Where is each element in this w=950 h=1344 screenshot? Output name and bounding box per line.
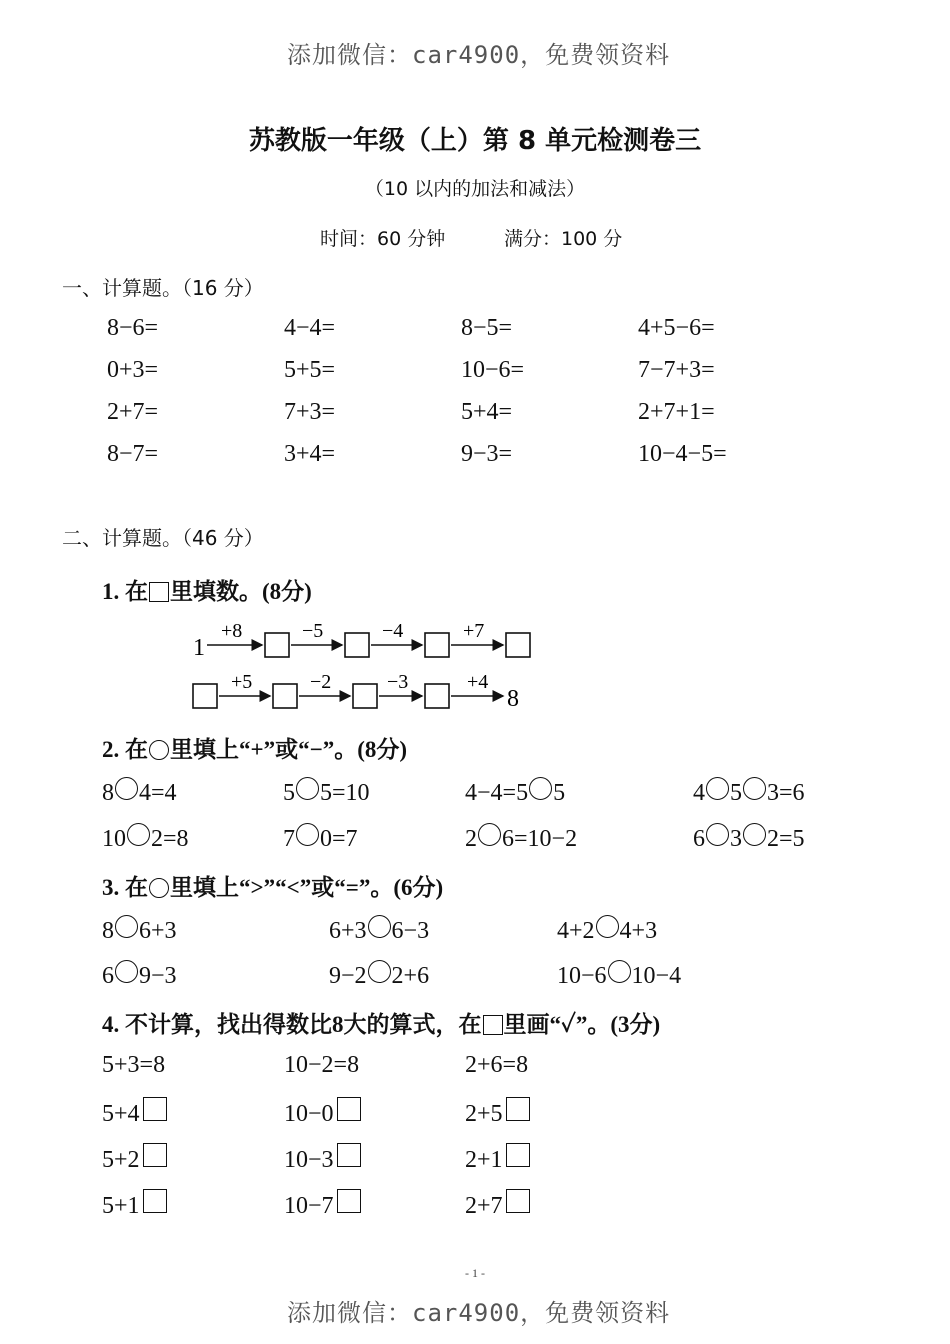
problem: 2+7+1=	[638, 399, 715, 425]
section1-heading: 一、计算题。（16 分）	[62, 276, 264, 300]
term: 5+4	[102, 1101, 140, 1127]
q4-item	[284, 1097, 361, 1128]
term: 5	[730, 780, 742, 806]
check-box[interactable]	[143, 1097, 167, 1121]
chain2-op: −2	[310, 671, 332, 693]
term: 6	[102, 963, 114, 989]
q1-heading-b: 里填数。(8分)	[170, 579, 312, 604]
term: 2	[465, 826, 477, 852]
answer-circle[interactable]	[743, 777, 766, 800]
problem: 4−4=	[284, 315, 336, 341]
answer-box[interactable]	[273, 684, 297, 708]
q2-item	[102, 823, 189, 853]
chain2-op: +5	[231, 671, 253, 693]
q1-heading	[102, 573, 312, 606]
chain1-op: +7	[463, 620, 485, 642]
q2-item	[283, 823, 358, 853]
q2-item	[102, 777, 177, 807]
problem: 9−3=	[461, 441, 513, 467]
q4-example: 2+6=8	[465, 1052, 529, 1078]
term: 10	[102, 826, 126, 852]
check-box[interactable]	[337, 1097, 361, 1121]
term: 8	[102, 918, 114, 944]
watermark-top: 添加微信：car4900，免费领资料	[287, 41, 671, 69]
term: 10−3	[284, 1147, 334, 1173]
q3-heading-a: 3. 在	[102, 875, 148, 900]
term: 5+2	[102, 1147, 140, 1173]
watermark-bottom: 添加微信：car4900，免费领资料	[287, 1299, 671, 1327]
chain1-op: +8	[221, 620, 243, 642]
q4-heading-b: 里画“✓”。(3分)	[503, 1012, 661, 1037]
q3-item	[557, 915, 657, 945]
subtitle: （10 以内的加法和减法）	[364, 178, 586, 200]
answer-circle[interactable]	[743, 823, 766, 846]
term: 10−7	[284, 1193, 334, 1219]
q3-item	[102, 915, 177, 945]
circle-symbol	[149, 878, 169, 898]
term: 6+3	[139, 918, 177, 944]
term: 7	[283, 826, 295, 852]
term: 4+3	[619, 918, 658, 944]
answer-circle[interactable]	[115, 960, 138, 983]
term: 4+2	[557, 918, 595, 944]
problem: 5+4=	[461, 399, 513, 425]
q3-heading-b: 里填上“>”“<”或“=”。(6分)	[170, 875, 444, 900]
chain2-end: 8	[507, 686, 519, 712]
q4-example: 10−2=8	[284, 1052, 360, 1078]
q2-item	[465, 823, 577, 853]
answer-circle[interactable]	[478, 823, 501, 846]
q3-item	[329, 915, 429, 945]
term: 3	[730, 826, 742, 852]
number-chain-diagram	[185, 615, 545, 715]
problem: 4+5−6=	[638, 315, 715, 341]
check-box[interactable]	[143, 1189, 167, 1213]
answer-circle[interactable]	[115, 777, 138, 800]
q3-item	[102, 960, 177, 990]
chain1-op: −4	[382, 620, 404, 642]
answer-circle[interactable]	[296, 823, 319, 846]
answer-circle[interactable]	[706, 823, 729, 846]
term: 2+1	[465, 1147, 503, 1173]
answer-circle[interactable]	[296, 777, 319, 800]
chain1-start: 1	[193, 635, 205, 661]
problem: 7−7+3=	[638, 357, 715, 383]
term: 4	[693, 780, 705, 806]
page-title: 苏教版一年级（上）第 8 单元检测卷三	[248, 126, 702, 156]
answer-box[interactable]	[265, 633, 289, 657]
q4-heading	[102, 1006, 660, 1039]
section1-problem-grid	[107, 315, 815, 468]
page-number: - 1 -	[465, 1266, 485, 1280]
term: 8	[102, 780, 114, 806]
answer-circle[interactable]	[368, 960, 391, 983]
q4-item	[102, 1189, 167, 1220]
answer-box[interactable]	[193, 684, 217, 708]
q2-item	[465, 777, 565, 807]
q3-heading	[102, 869, 443, 902]
answer-circle[interactable]	[706, 777, 729, 800]
check-box[interactable]	[143, 1143, 167, 1167]
problem: 8−7=	[107, 441, 159, 467]
answer-circle[interactable]	[608, 960, 631, 983]
q4-example: 5+3=8	[102, 1052, 166, 1078]
term: 6+3	[329, 918, 367, 944]
q1-heading-a: 1. 在	[102, 579, 148, 604]
q2-heading-b: 里填上“+”或“−”。(8分)	[170, 737, 408, 762]
term: 4=4	[139, 780, 177, 806]
q4-item	[102, 1143, 167, 1174]
term: 10−4	[631, 963, 682, 989]
problem: 0+3=	[107, 357, 159, 383]
term: 6−3	[391, 918, 430, 944]
term: 5	[553, 780, 566, 806]
term: 9−2	[329, 963, 367, 989]
check-box[interactable]	[337, 1143, 361, 1167]
box-symbol	[149, 582, 169, 602]
answer-circle[interactable]	[115, 915, 138, 938]
q4-heading-a: 4. 不计算，找出得数比8大的算式，在	[102, 1012, 482, 1037]
q2-item	[283, 777, 370, 807]
term: 2+7	[465, 1193, 503, 1219]
q4-item	[102, 1097, 167, 1128]
circle-symbol	[149, 740, 169, 760]
problem: 10−4−5=	[638, 441, 727, 467]
term: 10−0	[284, 1101, 334, 1127]
problem: 3+4=	[284, 441, 336, 467]
answer-circle[interactable]	[368, 915, 391, 938]
q4-item	[465, 1189, 530, 1220]
chain2-op: +4	[467, 671, 489, 693]
term: 6=10−2	[502, 826, 578, 852]
problem: 8−5=	[461, 315, 513, 341]
answer-circle[interactable]	[127, 823, 150, 846]
q2-item	[693, 823, 805, 853]
q4-item	[284, 1189, 361, 1220]
term: 2+5	[465, 1101, 503, 1127]
problem: 2+7=	[107, 399, 159, 425]
section2-heading: 二、计算题。（46 分）	[62, 526, 264, 550]
answer-box[interactable]	[425, 684, 449, 708]
term: 0=7	[320, 826, 358, 852]
term: 5=10	[320, 780, 370, 806]
check-box[interactable]	[506, 1143, 530, 1167]
problem: 8−6=	[107, 315, 159, 341]
q4-item	[284, 1143, 361, 1174]
term: 4−4=5	[465, 780, 529, 806]
q4-item	[465, 1097, 530, 1128]
term: 2+6	[391, 963, 430, 989]
check-box[interactable]	[337, 1189, 361, 1213]
term: 5	[283, 780, 295, 806]
answer-circle[interactable]	[529, 777, 552, 800]
q4-item	[465, 1143, 530, 1174]
q2-heading	[102, 731, 407, 764]
time-limit: 时间：60 分钟	[320, 228, 446, 250]
problem: 7+3=	[284, 399, 336, 425]
answer-circle[interactable]	[596, 915, 619, 938]
q3-item	[329, 960, 429, 990]
answer-box[interactable]	[345, 633, 369, 657]
q2-heading-a: 2. 在	[102, 737, 148, 762]
answer-box[interactable]	[353, 684, 377, 708]
answer-box[interactable]	[425, 633, 449, 657]
term: 6	[693, 826, 705, 852]
q2-item	[693, 777, 805, 807]
term: 5+1	[102, 1193, 140, 1219]
box-symbol	[483, 1015, 503, 1035]
term: 9−3	[139, 963, 177, 989]
answer-box[interactable]	[506, 633, 530, 657]
chain1-op: −5	[302, 620, 324, 642]
problem: 10−6=	[461, 357, 525, 383]
term: 10−6	[557, 963, 607, 989]
q3-item	[557, 960, 681, 990]
check-box[interactable]	[506, 1097, 530, 1121]
term: 3=6	[767, 780, 805, 806]
term: 2=8	[151, 826, 189, 852]
check-box[interactable]	[506, 1189, 530, 1213]
problem: 5+5=	[284, 357, 336, 383]
full-score: 满分：100 分	[504, 228, 623, 250]
chain2-op: −3	[387, 671, 409, 693]
term: 2=5	[767, 826, 805, 852]
